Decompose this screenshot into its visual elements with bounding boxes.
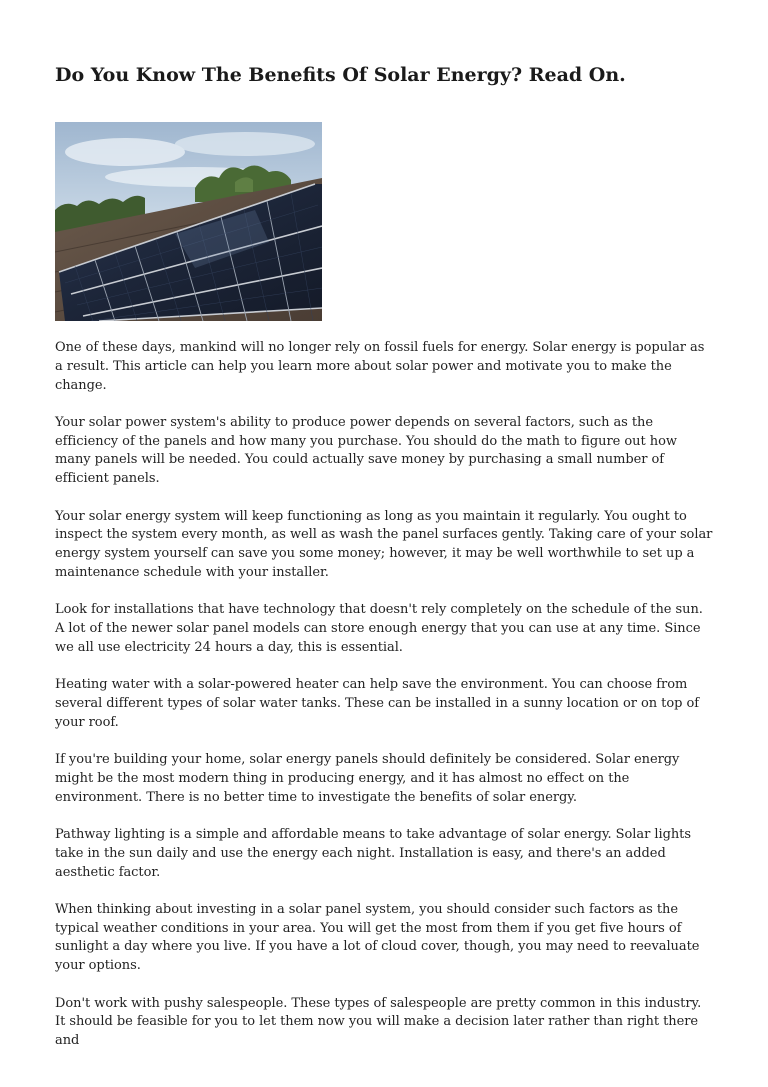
paragraph: Don't work with pushy salespeople. These types of salespeople are pretty common in this industry. It should be feasible for you to let them now you will make a decision later rather than right there and xyxy=(55,995,702,1049)
paragraph: Heating water with a solar-powered heater can help save the environment. You can choose from several different types of solar water tanks. These can be installed in a sunny location or on top of your roof. xyxy=(55,677,699,730)
paragraph: If you're building your home, solar energy panels should definitely be considered. Solar energy might be the most modern thing in producing energy, and it has almost no effect on the environment. There is no better time to investigate the benefits of solar energy. xyxy=(55,752,680,805)
solar-panels-photo xyxy=(55,122,322,321)
document-page xyxy=(55,0,713,1069)
paragraph: When thinking about investing in a solar panel system, you should consider such factors as the typical weather conditions in your area. You will get the most from them if you get five hours of sunlight a day where you live. If you have a lot of cloud cover, though, you may need to reevaluate your options. xyxy=(55,901,700,974)
paragraph: One of these days, mankind will no longer rely on fossil fuels for energy. Solar energy is popular as a result. This article can help you learn more about solar power and motivate you to make the change. xyxy=(55,340,705,393)
paragraph: Your solar energy system will keep functioning as long as you maintain it regularly. You ought to inspect the system every month, as well as wash the panel surfaces gently. Taking care of your solar energy system yourself can save you some money; however, it may be well worthwhile to set up a maintenance schedule with your installer. xyxy=(55,508,713,580)
page-title: Do You Know The Benefits Of Solar Energy? Read On. xyxy=(55,64,626,86)
paragraph: Your solar power system's ability to produce power depends on several factors, such as the efficiency of the panels and how many you purchase. You should do the math to figure out how many panels will be needed. You could actually save money by purchasing a small number of efficient panels. xyxy=(55,414,677,487)
paragraph: Look for installations that have technology that doesn't rely completely on the schedule of the sun. A lot of the newer solar panel models can store enough energy that you can use at any time. Since we all use electricity 24 hours a day, this is essential. xyxy=(55,602,703,655)
article-body xyxy=(55,339,713,1051)
paragraph: Pathway lighting is a simple and affordable means to take advantage of solar energy. Solar lights take in the sun daily and use the energy each night. Installation is easy, and there's an added aesthetic factor. xyxy=(55,826,691,880)
